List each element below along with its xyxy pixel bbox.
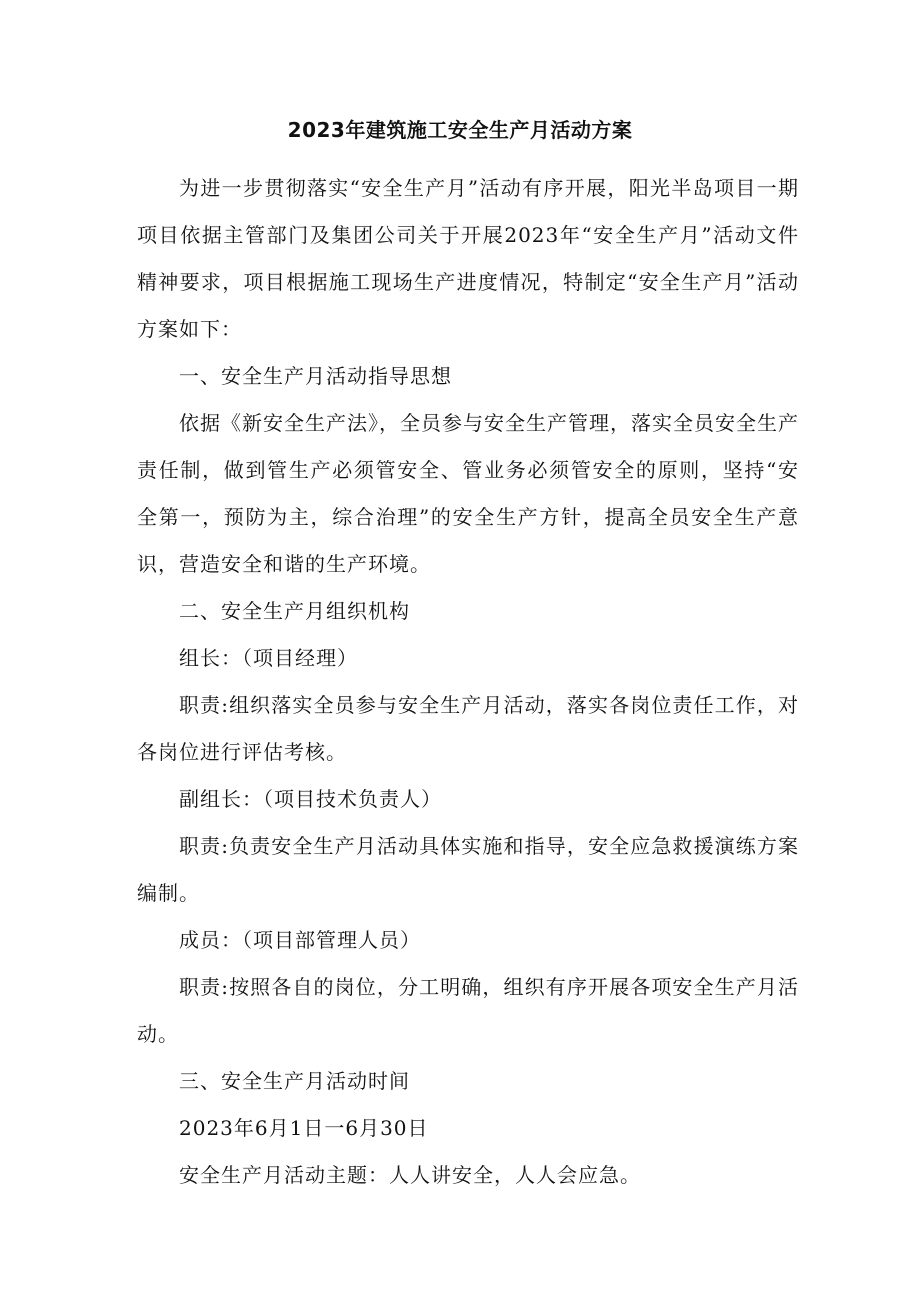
intro-paragraph: 为进一步贯彻落实“安全生产月”活动有序开展，阳光半岛项目一期项目依据主管部门及集团公司关于开展2023年“安全生产月”活动文件精神要求，项目根据施工现场生产进度情况，特制定“安全生产月”活动方案如下： xyxy=(137,176,799,341)
document-title: 2023年建筑施工安全生产月活动方案 xyxy=(287,118,633,142)
members-duty-paragraph: 职责:按照各自的岗位，分工明确，组织有序开展各项安全生产月活动。 xyxy=(137,975,799,1046)
members-line: 成员：（项目部管理人员） xyxy=(179,928,421,952)
document-body xyxy=(137,165,799,1199)
section-heading-organization: 二、安全生产月组织机构 xyxy=(179,599,410,623)
guiding-ideology-paragraph: 依据《新安全生产法》，全员参与安全生产管理，落实全员安全生产责任制，做到管生产必须管安全、管业务必须管安全的原则，坚持“安全第一，预防为主，综合治理”的安全生产方针，提高全员安全生产意识，营造安全和谐的生产环境。 xyxy=(137,411,799,576)
team-leader-duty-paragraph: 职责:组织落实全员参与安全生产月活动，落实各岗位责任工作，对各岗位进行评估考核。 xyxy=(137,693,799,764)
activity-theme-line: 安全生产月活动主题：人人讲安全，人人会应急。 xyxy=(179,1163,641,1187)
team-leader-line: 组长：（项目经理） xyxy=(179,646,358,670)
deputy-leader-line: 副组长：（项目技术负责人） xyxy=(179,787,442,811)
section-heading-guiding-ideology: 一、安全生产月活动指导思想 xyxy=(179,364,452,388)
section-heading-time: 三、安全生产月活动时间 xyxy=(179,1069,410,1093)
deputy-leader-duty-paragraph: 职责:负责安全生产月活动具体实施和指导，安全应急救援演练方案编制。 xyxy=(137,834,799,905)
activity-date-range: 2023年6月1日一6月30日 xyxy=(179,1116,429,1140)
